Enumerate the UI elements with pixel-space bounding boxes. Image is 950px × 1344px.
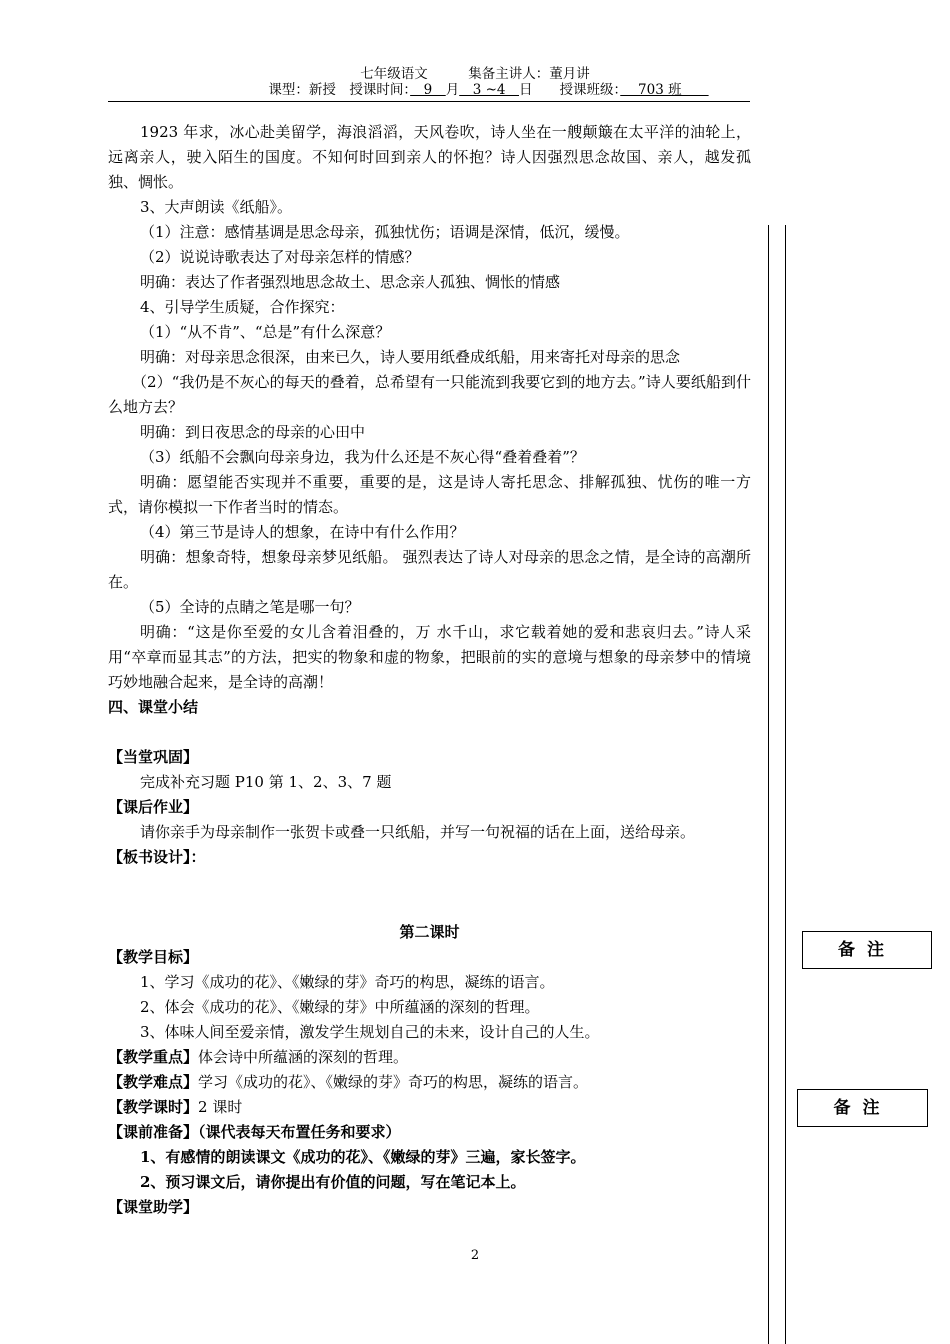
header-month: 9 [410,82,446,98]
header-month-label: 月 [445,82,460,98]
class-hours-label: 【教学课时】 [108,1098,199,1116]
remarks-box: 备注 [797,1089,928,1127]
page-number: 2 [470,1248,480,1263]
difficulty-text: 学习《成功的花》、《嫩绿的芽》奇巧的构思，凝练的语言。 [198,1073,589,1091]
header-class: 703 班 [620,82,709,98]
lesson-paragraph: 明确：想象奇特，想象母亲梦见纸船。 强烈表达了诗人对母亲的思念之情，是全诗的高潮所在。 [108,548,751,591]
section-summary-heading: 四、课堂小结 [108,698,199,716]
header-class-label: 日 授课班级： [519,82,621,98]
lesson-paragraph: 3、大声朗读《纸船》。 [140,198,293,216]
lesson-paragraph: （3）纸船不会飘向母亲身边，我为什么还是不灰心得“叠着叠着”？ [140,448,585,466]
goals-heading: 【教学目标】 [108,948,199,966]
goal-item: 1、学习《成功的花》、《嫩绿的芽》奇巧的构思，凝练的语言。 [140,973,555,991]
lesson-paragraph: （2）说说诗歌表达了对母亲怎样的情感？ [140,248,420,266]
key-point-label: 【教学重点】 [108,1048,199,1066]
difficulty-label: 【教学难点】 [108,1073,199,1091]
difficulty [108,1070,751,1095]
goal-item: 2、体会《成功的花》、《嫩绿的芽》中所蕴涵的深刻的哲理。 [140,998,540,1016]
class-hours [108,1095,751,1120]
lesson-body [108,120,751,1220]
homework-text: 请你亲手为母亲制作一张贺卡或叠一只纸船，并写一句祝福的话在上面，送给母亲。 [140,823,696,841]
lesson-paragraph: 4、引导学生质疑，合作探究： [140,298,345,316]
key-point [108,1045,751,1070]
class-help-heading: 【课堂助学】 [108,1198,199,1216]
class-hours-text: 2 课时 [198,1098,243,1116]
margin-rule-right [785,225,786,1344]
preparation-heading: 【课前准备】（课代表每天布置任务和要求） [108,1123,401,1141]
header-line-2 [0,82,950,98]
lesson-paragraph: 明确：“这是你至爱的女儿含着泪叠的，万 水千山，求它载着她的爱和悲哀归去。”诗人采用“卒章而显其志”的方法，把实的物象和虚的物象，把眼前的实的意境与想象的母亲梦中的情境巧妙地融合起来，是全诗的高潮！ [108,623,751,691]
preparation-item: 1、有感情的朗读课文《成功的花》、《嫩绿的芽》三遍，家长签字。 [140,1148,586,1166]
header-course-type: 课型：新授 授课时间： [268,82,411,98]
lesson-paragraph: 明确：到日夜思念的母亲的心田中 [140,423,366,441]
header-day: 3 ~4 [459,82,519,98]
lesson-paragraph: （1）“从不肯”、“总是”有什么深意？ [140,323,391,341]
board-design-heading: 【板书设计】： [108,848,206,866]
consolidate-text: 完成补充习题 P10 第 1、2、3、7 题 [140,773,392,791]
lesson-paragraphs [108,120,751,695]
lesson-paragraph: 明确：愿望能否实现并不重要，重要的是，这是诗人寄托思念、排解孤独、忧伤的唯一方式，请你模拟一下作者当时的情态。 [108,473,751,516]
lesson-paragraph: 明确：表达了作者强烈地思念故土、思念亲人孤独、惆怅的情感 [140,273,561,291]
lesson-paragraph: （4）第三节是诗人的想象，在诗中有什么作用？ [140,523,465,541]
preparation-item: 2、预习课文后，请你提出有价值的问题，写在笔记本上。 [140,1173,526,1191]
homework-heading: 【课后作业】 [108,798,199,816]
goal-item: 3、体味人间至爱亲情，激发学生规划自己的未来，设计自己的人生。 [140,1023,600,1041]
lesson-paragraph: （1）注意：感情基调是思念母亲，孤独忧伤；语调是深情，低沉，缓慢。 [140,223,630,241]
remarks-box: 备注 [802,931,932,969]
header-rule [108,101,750,102]
lesson-paragraph: （5）全诗的点睛之笔是哪一句？ [140,598,360,616]
consolidate-heading: 【当堂巩固】 [108,748,199,766]
lesson-paragraph: （2）“我仍是不灰心的每天的叠着，总希望有一只能流到我要它到的地方去。”诗人要纸船到什么地方去？ [108,373,751,416]
lesson-paragraph: 1923 年求，冰心赴美留学，海浪滔滔，天风卷吹，诗人坐在一艘颠簸在太平洋的油轮上，远离亲人，驶入陌生的国度。不知何时回到亲人的怀抱？诗人因强烈思念故国、亲人，越发孤独、惆怅。 [108,123,751,191]
header-line-1: 七年级语文 集备主讲人：董月讲 [360,66,590,82]
margin-rule-left [768,225,769,1344]
lesson2-title: 第二课时 [399,923,460,941]
lesson-paragraph: 明确：对母亲思念很深，由来已久，诗人要用纸叠成纸船，用来寄托对母亲的思念 [140,348,681,366]
key-point-text: 体会诗中所蕴涵的深刻的哲理。 [198,1048,409,1066]
